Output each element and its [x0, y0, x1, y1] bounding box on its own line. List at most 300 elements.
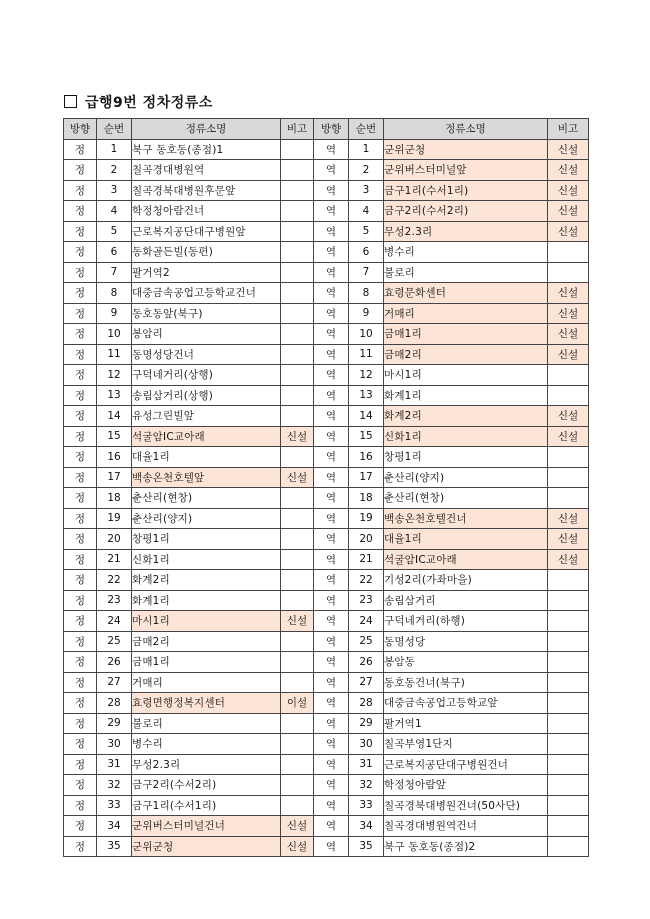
note-cell	[281, 590, 314, 611]
table-row	[64, 303, 589, 324]
number-cell: 35	[97, 836, 132, 857]
direction-cell: 역	[314, 734, 349, 755]
direction-cell: 정	[64, 631, 97, 652]
direction-cell: 역	[314, 447, 349, 468]
number-cell: 32	[97, 775, 132, 796]
direction-cell: 역	[314, 508, 349, 529]
direction-cell: 정	[64, 160, 97, 181]
direction-cell: 정	[64, 836, 97, 857]
stop-name-cell: 근로복지공단대구병원앞	[132, 221, 281, 242]
note-cell	[281, 488, 314, 509]
note-cell	[281, 139, 314, 160]
direction-cell: 정	[64, 775, 97, 796]
direction-cell: 역	[314, 693, 349, 714]
number-cell: 2	[97, 160, 132, 181]
number-cell: 32	[349, 775, 384, 796]
note-cell	[548, 242, 589, 263]
note-cell: 신설	[281, 836, 314, 857]
header-direction: 방향	[64, 119, 97, 140]
table-row	[64, 385, 589, 406]
direction-cell: 역	[314, 221, 349, 242]
number-cell: 4	[97, 201, 132, 222]
stop-name-cell: 군위버스터미널건너	[132, 816, 281, 837]
direction-cell: 정	[64, 385, 97, 406]
number-cell: 18	[349, 488, 384, 509]
stop-name-cell: 창평1리	[132, 529, 281, 550]
stop-name-cell: 신화1리	[132, 549, 281, 570]
header-note: 비고	[548, 119, 589, 140]
direction-cell: 정	[64, 262, 97, 283]
direction-cell: 정	[64, 652, 97, 673]
number-cell: 28	[349, 693, 384, 714]
direction-cell: 정	[64, 242, 97, 263]
direction-cell: 역	[314, 570, 349, 591]
header-number: 순번	[349, 119, 384, 140]
table-row	[64, 734, 589, 755]
direction-cell: 역	[314, 201, 349, 222]
stop-table	[63, 118, 589, 857]
direction-cell: 역	[314, 242, 349, 263]
stop-name-cell: 백송온천호텔건너	[384, 508, 548, 529]
stop-name-cell: 금구2리(수서2리)	[132, 775, 281, 796]
note-cell	[281, 221, 314, 242]
table-row	[64, 713, 589, 734]
note-cell	[281, 262, 314, 283]
number-cell: 10	[349, 324, 384, 345]
page-title	[64, 92, 213, 112]
number-cell: 24	[97, 611, 132, 632]
number-cell: 9	[349, 303, 384, 324]
note-cell	[281, 385, 314, 406]
stop-name-cell: 팔거역1	[384, 713, 548, 734]
stop-name-cell: 학정청아람앞	[384, 775, 548, 796]
note-cell: 이설	[281, 693, 314, 714]
number-cell: 26	[349, 652, 384, 673]
number-cell: 13	[97, 385, 132, 406]
stop-name-cell: 구덕네거리(상행)	[132, 365, 281, 386]
note-cell	[281, 283, 314, 304]
direction-cell: 역	[314, 549, 349, 570]
stop-name-cell: 북구 동호동(종점)2	[384, 836, 548, 857]
number-cell: 18	[97, 488, 132, 509]
direction-cell: 역	[314, 713, 349, 734]
stop-name-cell: 병수리	[132, 734, 281, 755]
stop-name-cell: 북구 동호동(종점)1	[132, 139, 281, 160]
note-cell	[281, 672, 314, 693]
number-cell: 25	[349, 631, 384, 652]
stop-name-cell: 금매1리	[132, 652, 281, 673]
stop-name-cell: 화계1리	[384, 385, 548, 406]
direction-cell: 역	[314, 385, 349, 406]
direction-cell: 역	[314, 365, 349, 386]
note-cell: 신설	[548, 160, 589, 181]
note-cell	[548, 467, 589, 488]
direction-cell: 역	[314, 467, 349, 488]
stop-name-cell: 군위군청	[132, 836, 281, 857]
stop-name-cell: 군위군청	[384, 139, 548, 160]
number-cell: 1	[97, 139, 132, 160]
note-cell	[281, 201, 314, 222]
note-cell	[548, 611, 589, 632]
header-direction: 방향	[314, 119, 349, 140]
direction-cell: 정	[64, 754, 97, 775]
stop-name-cell: 대중금속공업고등학교건너	[132, 283, 281, 304]
note-cell	[281, 795, 314, 816]
direction-cell: 정	[64, 365, 97, 386]
note-cell: 신설	[548, 180, 589, 201]
number-cell: 16	[349, 447, 384, 468]
direction-cell: 역	[314, 631, 349, 652]
direction-cell: 정	[64, 467, 97, 488]
stop-name-cell: 동호동건너(북구)	[384, 672, 548, 693]
note-cell: 신설	[548, 221, 589, 242]
number-cell: 11	[349, 344, 384, 365]
stop-name-cell: 대율1리	[384, 529, 548, 550]
number-cell: 5	[97, 221, 132, 242]
number-cell: 33	[349, 795, 384, 816]
stop-name-cell: 춘산리(현창)	[384, 488, 548, 509]
note-cell: 신설	[548, 201, 589, 222]
direction-cell: 정	[64, 734, 97, 755]
number-cell: 13	[349, 385, 384, 406]
note-cell	[548, 754, 589, 775]
note-cell	[281, 303, 314, 324]
direction-cell: 정	[64, 816, 97, 837]
table-row	[64, 262, 589, 283]
table-body	[64, 139, 589, 857]
number-cell: 27	[97, 672, 132, 693]
direction-cell: 역	[314, 795, 349, 816]
note-cell	[548, 713, 589, 734]
direction-cell: 정	[64, 180, 97, 201]
stop-name-cell: 화계1리	[132, 590, 281, 611]
direction-cell: 역	[314, 160, 349, 181]
table-row	[64, 816, 589, 837]
note-cell	[548, 631, 589, 652]
number-cell: 2	[349, 160, 384, 181]
number-cell: 14	[97, 406, 132, 427]
direction-cell: 역	[314, 283, 349, 304]
stop-name-cell: 유성그린빌앞	[132, 406, 281, 427]
note-cell: 신설	[548, 508, 589, 529]
direction-cell: 역	[314, 180, 349, 201]
number-cell: 3	[97, 180, 132, 201]
note-cell	[548, 795, 589, 816]
direction-cell: 정	[64, 447, 97, 468]
stop-name-cell: 불로리	[132, 713, 281, 734]
number-cell: 27	[349, 672, 384, 693]
number-cell: 19	[349, 508, 384, 529]
number-cell: 19	[97, 508, 132, 529]
direction-cell: 역	[314, 303, 349, 324]
stop-name-cell: 학정청아람건너	[132, 201, 281, 222]
number-cell: 20	[97, 529, 132, 550]
note-cell	[548, 836, 589, 857]
direction-cell: 정	[64, 508, 97, 529]
table-row	[64, 672, 589, 693]
note-cell	[548, 570, 589, 591]
stop-name-cell: 석굴암IC교아래	[384, 549, 548, 570]
note-cell	[548, 447, 589, 468]
note-cell	[548, 262, 589, 283]
direction-cell: 정	[64, 672, 97, 693]
stop-name-cell: 칠곡부영1단지	[384, 734, 548, 755]
number-cell: 34	[97, 816, 132, 837]
note-cell	[548, 385, 589, 406]
stop-name-cell: 금매1리	[384, 324, 548, 345]
table-row	[64, 631, 589, 652]
number-cell: 15	[97, 426, 132, 447]
note-cell: 신설	[548, 529, 589, 550]
note-cell	[281, 508, 314, 529]
note-cell: 신설	[548, 549, 589, 570]
note-cell	[548, 672, 589, 693]
stop-name-cell: 군위버스터미널앞	[384, 160, 548, 181]
stop-name-cell: 금구1리(수서1리)	[132, 795, 281, 816]
note-cell	[281, 713, 314, 734]
number-cell: 6	[349, 242, 384, 263]
table-row	[64, 160, 589, 181]
number-cell: 5	[349, 221, 384, 242]
table-row	[64, 529, 589, 550]
stop-name-cell: 무성2.3리	[384, 221, 548, 242]
table-row	[64, 406, 589, 427]
note-cell	[548, 488, 589, 509]
table-row	[64, 426, 589, 447]
note-cell	[281, 570, 314, 591]
table-row	[64, 836, 589, 857]
direction-cell: 역	[314, 324, 349, 345]
note-cell: 신설	[548, 344, 589, 365]
stop-name-cell: 팔거역2	[132, 262, 281, 283]
stop-name-cell: 송림삼거리	[384, 590, 548, 611]
stop-name-cell: 동명성당건너	[132, 344, 281, 365]
number-cell: 29	[349, 713, 384, 734]
direction-cell: 정	[64, 590, 97, 611]
table-row	[64, 795, 589, 816]
number-cell: 1	[349, 139, 384, 160]
note-cell	[548, 590, 589, 611]
stop-name-cell: 금구1리(수서1리)	[384, 180, 548, 201]
stop-name-cell: 춘산리(양지)	[132, 508, 281, 529]
table-row	[64, 590, 589, 611]
note-cell	[281, 365, 314, 386]
number-cell: 23	[97, 590, 132, 611]
stop-name-cell: 백송온천호텔앞	[132, 467, 281, 488]
table-row	[64, 283, 589, 304]
number-cell: 30	[97, 734, 132, 755]
number-cell: 12	[349, 365, 384, 386]
table-row	[64, 365, 589, 386]
number-cell: 35	[349, 836, 384, 857]
number-cell: 8	[97, 283, 132, 304]
table-row	[64, 221, 589, 242]
stop-name-cell: 동화골든빌(동편)	[132, 242, 281, 263]
table-row	[64, 508, 589, 529]
title-text: 급행9번 정차정류소	[85, 95, 213, 111]
stop-name-cell: 칠곡경북대병원건너(50사단)	[384, 795, 548, 816]
number-cell: 25	[97, 631, 132, 652]
direction-cell: 정	[64, 529, 97, 550]
number-cell: 10	[97, 324, 132, 345]
note-cell: 신설	[281, 426, 314, 447]
number-cell: 3	[349, 180, 384, 201]
note-cell	[548, 734, 589, 755]
stop-name-cell: 마시1리	[384, 365, 548, 386]
number-cell: 29	[97, 713, 132, 734]
stop-name-cell: 칠곡경대병원역	[132, 160, 281, 181]
note-cell: 신설	[548, 324, 589, 345]
number-cell: 14	[349, 406, 384, 427]
note-cell	[281, 447, 314, 468]
number-cell: 11	[97, 344, 132, 365]
note-cell	[281, 344, 314, 365]
number-cell: 24	[349, 611, 384, 632]
number-cell: 21	[97, 549, 132, 570]
number-cell: 7	[97, 262, 132, 283]
number-cell: 8	[349, 283, 384, 304]
direction-cell: 정	[64, 324, 97, 345]
note-cell: 신설	[281, 816, 314, 837]
stop-name-cell: 효령문화센터	[384, 283, 548, 304]
note-cell	[548, 693, 589, 714]
stop-name-cell: 춘산리(양지)	[384, 467, 548, 488]
stop-name-cell: 춘산리(현창)	[132, 488, 281, 509]
stop-name-cell: 창평1리	[384, 447, 548, 468]
number-cell: 34	[349, 816, 384, 837]
direction-cell: 정	[64, 139, 97, 160]
table-row	[64, 488, 589, 509]
direction-cell: 정	[64, 344, 97, 365]
header-row	[64, 119, 589, 140]
stop-name-cell: 대중금속공업고등학교앞	[384, 693, 548, 714]
direction-cell: 정	[64, 201, 97, 222]
stop-name-cell: 효령면행정복지센터	[132, 693, 281, 714]
stop-name-cell: 기성2리(가좌마을)	[384, 570, 548, 591]
checkbox-square-icon	[64, 95, 77, 108]
direction-cell: 정	[64, 570, 97, 591]
stop-name-cell: 구덕네거리(하행)	[384, 611, 548, 632]
table-row	[64, 242, 589, 263]
number-cell: 30	[349, 734, 384, 755]
table-row	[64, 447, 589, 468]
note-cell	[281, 324, 314, 345]
number-cell: 17	[97, 467, 132, 488]
note-cell	[281, 406, 314, 427]
direction-cell: 역	[314, 344, 349, 365]
stop-name-cell: 금구2리(수서2리)	[384, 201, 548, 222]
direction-cell: 역	[314, 816, 349, 837]
stop-name-cell: 동명성당	[384, 631, 548, 652]
direction-cell: 역	[314, 488, 349, 509]
note-cell	[281, 180, 314, 201]
note-cell	[281, 775, 314, 796]
direction-cell: 정	[64, 488, 97, 509]
note-cell	[281, 529, 314, 550]
number-cell: 16	[97, 447, 132, 468]
number-cell: 31	[97, 754, 132, 775]
stop-name-cell: 칠곡경북대병원후문앞	[132, 180, 281, 201]
note-cell	[548, 775, 589, 796]
note-cell	[281, 242, 314, 263]
table-row	[64, 570, 589, 591]
stop-name-cell: 신화1리	[384, 426, 548, 447]
table-row	[64, 201, 589, 222]
direction-cell: 정	[64, 283, 97, 304]
number-cell: 26	[97, 652, 132, 673]
note-cell: 신설	[281, 611, 314, 632]
number-cell: 9	[97, 303, 132, 324]
stop-name-cell: 근로복지공단대구병원건너	[384, 754, 548, 775]
note-cell: 신설	[281, 467, 314, 488]
stop-name-cell: 칠곡경대병원역건너	[384, 816, 548, 837]
note-cell: 신설	[548, 406, 589, 427]
note-cell	[281, 631, 314, 652]
number-cell: 7	[349, 262, 384, 283]
table-row	[64, 344, 589, 365]
stop-name-cell: 봉암리	[132, 324, 281, 345]
header-number: 순번	[97, 119, 132, 140]
stop-name-cell: 마시1리	[132, 611, 281, 632]
number-cell: 12	[97, 365, 132, 386]
note-cell	[281, 549, 314, 570]
note-cell: 신설	[548, 303, 589, 324]
header-note: 비고	[281, 119, 314, 140]
number-cell: 28	[97, 693, 132, 714]
number-cell: 33	[97, 795, 132, 816]
table-row	[64, 139, 589, 160]
stop-name-cell: 송림삼거리(상행)	[132, 385, 281, 406]
direction-cell: 역	[314, 754, 349, 775]
number-cell: 21	[349, 549, 384, 570]
note-cell	[548, 365, 589, 386]
number-cell: 22	[97, 570, 132, 591]
note-cell	[548, 652, 589, 673]
number-cell: 31	[349, 754, 384, 775]
stop-name-cell: 거매리	[132, 672, 281, 693]
table-row	[64, 611, 589, 632]
stop-name-cell: 봉암동	[384, 652, 548, 673]
direction-cell: 역	[314, 590, 349, 611]
direction-cell: 역	[314, 139, 349, 160]
stop-name-cell: 거매리	[384, 303, 548, 324]
direction-cell: 역	[314, 426, 349, 447]
header-stop-name: 정류소명	[132, 119, 281, 140]
stop-name-cell: 화계2리	[132, 570, 281, 591]
direction-cell: 역	[314, 262, 349, 283]
stop-name-cell: 석굴암IC교아래	[132, 426, 281, 447]
number-cell: 22	[349, 570, 384, 591]
direction-cell: 정	[64, 693, 97, 714]
table-row	[64, 652, 589, 673]
number-cell: 6	[97, 242, 132, 263]
number-cell: 17	[349, 467, 384, 488]
table-row	[64, 549, 589, 570]
number-cell: 4	[349, 201, 384, 222]
note-cell	[281, 160, 314, 181]
direction-cell: 역	[314, 836, 349, 857]
stop-name-cell: 금매2리	[132, 631, 281, 652]
note-cell	[281, 754, 314, 775]
direction-cell: 역	[314, 529, 349, 550]
direction-cell: 역	[314, 611, 349, 632]
stop-name-cell: 병수리	[384, 242, 548, 263]
stop-name-cell: 화계2리	[384, 406, 548, 427]
direction-cell: 역	[314, 672, 349, 693]
header-stop-name: 정류소명	[384, 119, 548, 140]
note-cell	[281, 734, 314, 755]
direction-cell: 정	[64, 426, 97, 447]
